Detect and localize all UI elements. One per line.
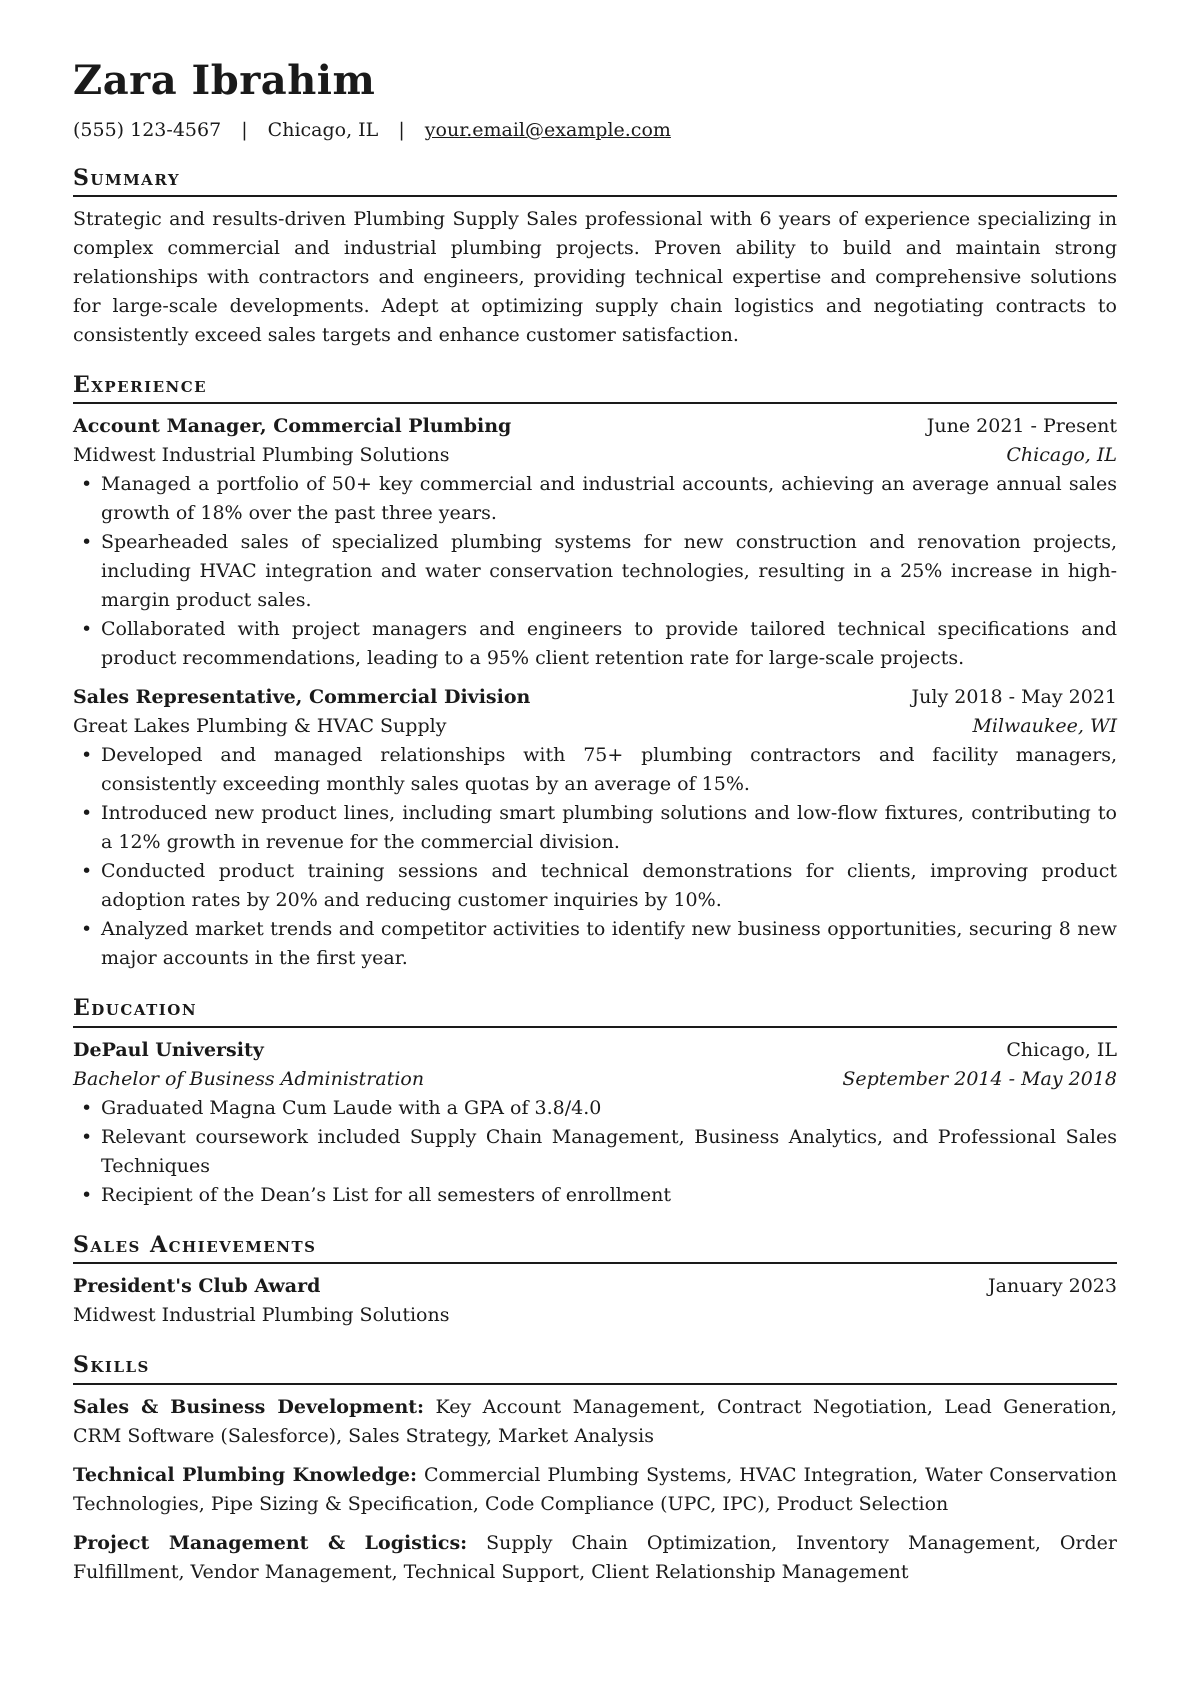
education-bullets [73, 1094, 1117, 1210]
list-item [73, 799, 1117, 857]
education-section [73, 995, 1117, 1209]
skills-section [73, 1352, 1117, 1586]
list-item [73, 1123, 1117, 1181]
list-item [73, 1094, 1117, 1123]
skill-group-label: Sales & Business Development: [73, 1395, 425, 1418]
section-title-experience: Experience [73, 372, 1117, 404]
list-item [73, 615, 1117, 673]
bullet-icon: • [81, 918, 93, 941]
bullet-text: Conducted product training sessions and technical demonstrations for clients, improving product adoption rates by 20% and reducing customer inquiries by 10%. [101, 860, 1117, 912]
job-company: Great Lakes Plumbing & HVAC Supply [73, 715, 447, 738]
degree-name: Bachelor of Business Administration [73, 1067, 425, 1090]
bullet-icon: • [81, 618, 93, 641]
skill-group-items: Commercial Plumbing Systems, HVAC Integration, Water Conservation Technologies, Pipe Sizing & Specification, Code Compliance (UPC, IPC), Product Selection [73, 1463, 1117, 1515]
candidate-name: Zara Ibrahim [73, 57, 376, 104]
job-role: Account Manager, Commercial Plumbing [73, 415, 512, 438]
job-entry [73, 683, 1117, 973]
school-name: DePaul University [73, 1038, 264, 1061]
contact-separator: | [398, 119, 405, 141]
contact-separator: | [241, 119, 248, 141]
list-item [73, 1181, 1117, 1210]
bullet-text: Developed and managed relationships with 75+ plumbing contractors and facility managers, consistently exceeding monthly sales quotas by an average of 15%. [101, 744, 1117, 796]
award-date: January 2023 [988, 1275, 1117, 1298]
skill-group-items: Key Account Management, Contract Negotiation, Lead Generation, CRM Software (Salesforce), Sales Strategy, Market Analysis [73, 1395, 1117, 1447]
bullet-icon: • [81, 744, 93, 767]
section-title-education: Education [73, 995, 1117, 1027]
job-location: Chicago, IL [1006, 444, 1117, 467]
bullet-text: Managed a portfolio of 50+ key commercial and industrial accounts, achieving an average annual sales growth of 18% over the past three years. [101, 473, 1117, 525]
job-dates: July 2018 - May 2021 [911, 686, 1117, 709]
bullet-icon: • [81, 1183, 93, 1206]
education-entry [73, 1036, 1117, 1210]
bullet-icon: • [81, 473, 93, 496]
award-organization: Midwest Industrial Plumbing Solutions [73, 1304, 450, 1327]
skill-group-label: Technical Plumbing Knowledge: [73, 1463, 418, 1486]
summary-text: Strategic and results-driven Plumbing Supply Sales professional with 6 years of experience specializing in complex commercial and industrial plumbing projects. Proven ability to build and maintain strong relationships with contractors and engineers, providing technical expertise and comprehensive solutions for large-scale developments. Adept at optimizing supply chain logistics and negotiating contracts to consistently exceed sales targets and enhance customer satisfaction. [73, 208, 1117, 347]
education-dates: September 2014 - May 2018 [842, 1067, 1117, 1090]
job-role: Sales Representative, Commercial Division [73, 686, 531, 709]
contact-line [73, 118, 1117, 143]
bullet-text: Analyzed market trends and competitor activities to identify new business opportunities, securing 8 new major accounts in the first year. [101, 918, 1117, 970]
bullet-text: Introduced new product lines, including smart plumbing solutions and low-flow fixtures, contributing to a 12% growth in revenue for the commercial division. [101, 802, 1117, 854]
job-location: Milwaukee, WI [972, 715, 1117, 738]
skill-group-label: Project Management & Logistics: [73, 1531, 468, 1554]
section-title-skills: Skills [73, 1352, 1117, 1384]
resume-header [73, 58, 1117, 143]
skill-group [73, 1529, 1117, 1587]
bullet-text: Spearheaded sales of specialized plumbing systems for new construction and renovation projects, including HVAC integration and water conservation technologies, resulting in a 25% increase in high-margin product sales. [101, 531, 1117, 612]
bullet-icon: • [81, 531, 93, 554]
email-link[interactable]: your.email@example.com [424, 119, 671, 141]
list-item [73, 857, 1117, 915]
bullet-icon: • [81, 860, 93, 883]
section-title-summary: Summary [73, 165, 1117, 197]
job-company: Midwest Industrial Plumbing Solutions [73, 444, 450, 467]
achievement-entry [73, 1272, 1117, 1330]
section-title-achievements: Sales Achievements [73, 1232, 1117, 1264]
list-item [73, 741, 1117, 799]
list-item [73, 470, 1117, 528]
summary-section [73, 165, 1117, 350]
bullet-text: Relevant coursework included Supply Chain Management, Business Analytics, and Professional Sales Techniques [101, 1125, 1117, 1177]
phone-number: (555) 123-4567 [73, 119, 222, 141]
job-bullets [73, 470, 1117, 673]
bullet-text: Collaborated with project managers and engineers to provide tailored technical specifications and product recommendations, leading to a 95% client retention rate for large-scale projects. [101, 618, 1117, 670]
skill-group-items: Supply Chain Optimization, Inventory Management, Order Fulfillment, Vendor Management, Technical Support, Client Relationship Management [73, 1531, 1118, 1583]
skill-group [73, 1393, 1117, 1451]
achievements-section [73, 1232, 1117, 1330]
job-bullets [73, 741, 1117, 973]
bullet-text: Recipient of the Dean’s List for all semesters of enrollment [101, 1183, 671, 1206]
school-location: Chicago, IL [1006, 1038, 1117, 1061]
bullet-text: Graduated Magna Cum Laude with a GPA of 3.8/4.0 [101, 1096, 602, 1119]
location: Chicago, IL [267, 119, 379, 141]
skill-group [73, 1461, 1117, 1519]
list-item [73, 915, 1117, 973]
experience-section [73, 372, 1117, 973]
job-entry [73, 412, 1117, 673]
job-dates: June 2021 - Present [926, 415, 1117, 438]
award-name: President's Club Award [73, 1275, 321, 1298]
bullet-icon: • [81, 1096, 93, 1119]
bullet-icon: • [81, 1125, 93, 1148]
bullet-icon: • [81, 802, 93, 825]
list-item [73, 528, 1117, 615]
